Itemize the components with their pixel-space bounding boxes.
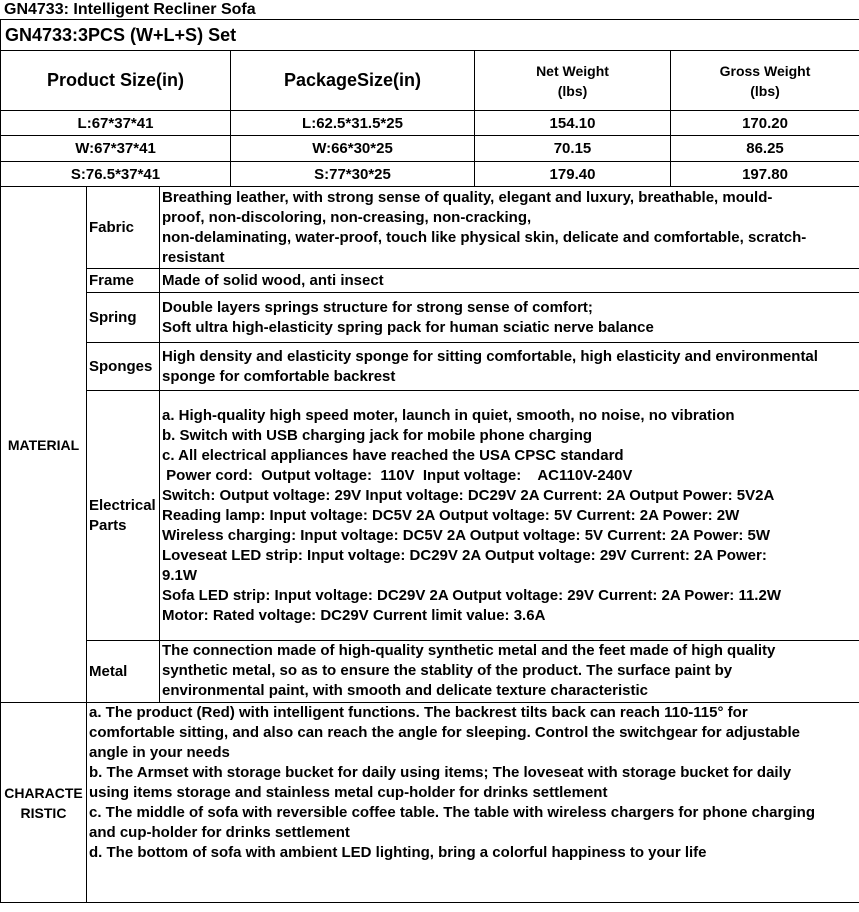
frame-label: Frame (87, 269, 160, 293)
header-package-size: PackageSize(in) (231, 51, 475, 111)
characteristic-label-line: RISTIC (20, 804, 67, 821)
header-gross-weight-line: Gross Weight (719, 62, 811, 79)
fabric-label: Fabric (87, 187, 160, 269)
characteristic-line: and cup-holder for drinks settlement (89, 824, 350, 841)
product-size-cell: S:76.5*37*41 (1, 162, 231, 187)
electrical-line: b. Switch with USB charging jack for mobile phone charging (162, 426, 593, 444)
characteristic-label (1, 703, 87, 903)
net-weight-cell: 179.40 (475, 162, 671, 187)
spring-description (160, 293, 859, 343)
electrical-label-line: Parts (89, 516, 127, 534)
fabric-line: proof, non-discoloring, non-creasing, non-cracking, (162, 208, 532, 226)
characteristic-line: angle in your needs (89, 744, 230, 761)
characteristic-description (87, 703, 859, 903)
characteristic-label-line: CHARACTE (4, 784, 83, 801)
set-title: GN4733:3PCS (W+L+S) Set (1, 20, 859, 51)
spec-table (0, 19, 859, 903)
sponges-description (160, 343, 859, 391)
gross-weight-cell: 197.80 (671, 162, 859, 187)
frame-line: Made of solid wood, anti insect (162, 271, 384, 289)
electrical-line: c. All electrical appliances have reached the USA CPSC standard (162, 446, 624, 464)
electrical-line: Power cord: Output voltage: 110V Input voltage: AC110V-240V (162, 466, 633, 484)
material-label: MATERIAL (1, 187, 87, 703)
product-size-cell: W:67*37*41 (1, 136, 231, 162)
electrical-line: 9.1W (162, 566, 198, 584)
header-net-weight-line: Net Weight (536, 62, 609, 79)
fabric-description (160, 187, 859, 269)
spring-line: Soft ultra high-elasticity spring pack for human sciatic nerve balance (162, 318, 654, 336)
net-weight-cell: 154.10 (475, 111, 671, 136)
metal-line: synthetic metal, so as to ensure the stablity of the product. The surface paint by (162, 662, 733, 679)
electrical-line: Wireless charging: Input voltage: DC5V 2A Output voltage: 5V Current: 2A Power: 5W (162, 526, 770, 544)
metal-description (160, 641, 859, 703)
gross-weight-cell: 170.20 (671, 111, 859, 136)
gross-weight-cell: 86.25 (671, 136, 859, 162)
spring-line: Double layers springs structure for strong sense of comfort; (162, 298, 593, 316)
metal-label: Metal (87, 641, 160, 703)
header-net-weight (475, 51, 671, 111)
header-gross-weight-unit: (lbs) (750, 82, 780, 99)
electrical-line: Sofa LED strip: Input voltage: DC29V 2A Output voltage: 29V Current: 2A Power: 11.2W (162, 586, 781, 604)
characteristic-line: a. The product (Red) with intelligent functions. The backrest tilts back can reach 110-115° for (89, 704, 748, 721)
sponges-label: Sponges (87, 343, 160, 391)
product-size-cell: L:67*37*41 (1, 111, 231, 136)
electrical-line: Motor: Rated voltage: DC29V Current limit value: 3.6A (162, 606, 546, 624)
spring-label: Spring (87, 293, 160, 343)
fabric-line: non-delaminating, water-proof, touch like physical skin, delicate and comfortable, scratch- (162, 228, 807, 246)
electrical-description (160, 391, 859, 641)
frame-description (160, 269, 859, 293)
sponges-line: sponge for comfortable backrest (162, 367, 396, 385)
fabric-line: resistant (162, 248, 225, 266)
package-size-cell: W:66*30*25 (231, 136, 475, 162)
metal-line: The connection made of high-quality synthetic metal and the feet made of high quality (162, 642, 776, 659)
header-product-size: Product Size(in) (1, 51, 231, 111)
document-title: GN4733: Intelligent Recliner Sofa (4, 1, 256, 18)
package-size-cell: S:77*30*25 (231, 162, 475, 187)
electrical-line: Reading lamp: Input voltage: DC5V 2A Output voltage: 5V Current: 2A Power: 2W (162, 506, 740, 524)
fabric-line: Breathing leather, with strong sense of quality, elegant and luxury, breathable, mould- (162, 188, 773, 206)
electrical-line: a. High-quality high speed moter, launch in quiet, smooth, no noise, no vibration (162, 406, 735, 424)
size-row (1, 162, 859, 187)
electrical-line: Switch: Output voltage: 29V Input voltage: DC29V 2A Current: 2A Output Power: 5V2A (162, 486, 775, 504)
package-size-cell: L:62.5*31.5*25 (231, 111, 475, 136)
header-net-weight-unit: (lbs) (557, 82, 588, 99)
sponges-line: High density and elasticity sponge for sitting comfortable, high elasticity and environmental (162, 347, 818, 365)
characteristic-line: using items storage and stainless metal cup-holder for drinks settlement (89, 784, 608, 801)
size-row (1, 111, 859, 136)
characteristic-line: comfortable sitting, and also can reach the angle for sleeping. Control the switchgear for adjustable (89, 724, 800, 741)
header-gross-weight (671, 51, 859, 111)
net-weight-cell: 70.15 (475, 136, 671, 162)
size-row (1, 136, 859, 162)
electrical-label (87, 391, 160, 641)
electrical-line: Loveseat LED strip: Input voltage: DC29V 2A Output voltage: 29V Current: 2A Power: (162, 546, 767, 564)
electrical-label-line: Electrical (89, 496, 156, 514)
metal-line: environmental paint, with smooth and delicate texture characteristic (162, 682, 648, 699)
characteristic-line: c. The middle of sofa with reversible coffee table. The table with wireless chargers for phone charging (89, 804, 816, 821)
characteristic-line: b. The Armset with storage bucket for daily using items; The loveseat with storage bucket for daily (89, 764, 792, 781)
characteristic-line: d. The bottom of sofa with ambient LED lighting, bring a colorful happiness to your life (89, 844, 707, 861)
